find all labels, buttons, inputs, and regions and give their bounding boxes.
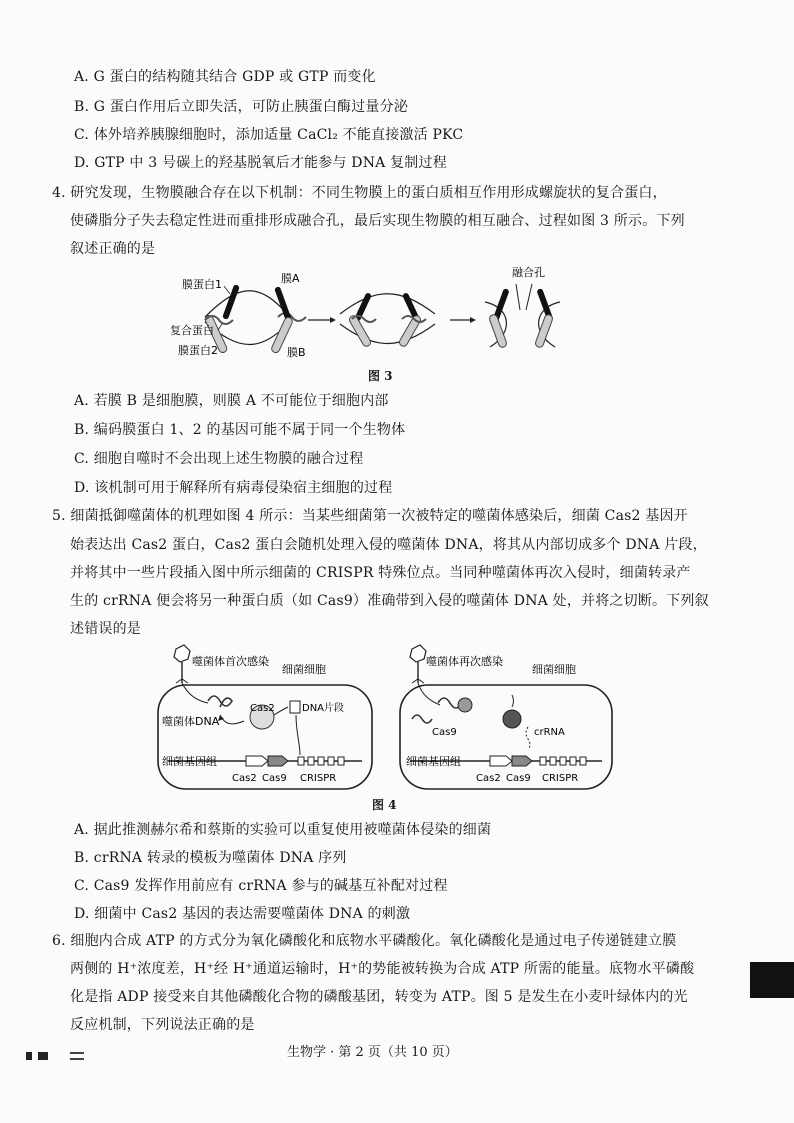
q4-stem-line-2: 使磷脂分子失去稳定性进而重排形成融合孔，最后实现生物膜的相互融合、过程如图 3 所示。下列 (70, 213, 685, 229)
label-bacterial-cell-right: 细菌细胞 (532, 663, 576, 676)
q6-stem-line-1: 6. 细胞内合成 ATP 的方式分为氧化磷酸化和底物水平磷酸化。氧化磷酸化是通过电子传递链建立膜 (52, 933, 677, 949)
q5-option-a: A. 据此推测赫尔希和蔡斯的实验可以重复使用被噬菌体侵染的细菌 (74, 822, 492, 838)
label-complex-protein: 复合蛋白 (170, 324, 214, 337)
label-crispr-left: CRISPR (300, 773, 337, 784)
label-first-infection: 噬菌体首次感染 (192, 655, 269, 668)
q5-option-c: C. Cas9 发挥作用前应有 crRNA 参与的碱基互补配对过程 (74, 878, 448, 894)
label-phage-dna: 噬菌体DNA (162, 715, 220, 728)
label-cas9-gene-left: Cas9 (262, 773, 287, 784)
q4-option-c: C. 细胞自噬时不会出现上述生物膜的融合过程 (74, 451, 364, 467)
q5-option-d: D. 细菌中 Cas2 基因的表达需要噬菌体 DNA 的刺激 (74, 906, 411, 922)
q3-option-d: D. GTP 中 3 号碳上的羟基脱氧后才能参与 DNA 复制过程 (74, 155, 447, 171)
label-cas9-gene-right: Cas9 (506, 773, 531, 784)
figure-3-caption: 图 3 (368, 369, 393, 383)
figure-4-caption: 图 4 (372, 798, 397, 812)
footer-print-marks (26, 1050, 86, 1062)
label-membrane-protein-2: 膜蛋白2 (178, 344, 218, 357)
q5-stem-line-5: 述错误的是 (70, 621, 141, 637)
fusion-stage-2 (340, 292, 435, 348)
second-infection-panel (400, 645, 612, 789)
label-cas9-protein: Cas9 (432, 727, 457, 738)
label-cas2-gene-left: Cas2 (232, 773, 257, 784)
label-cas2-gene-right: Cas2 (476, 773, 501, 784)
label-membrane-b: 膜B (287, 346, 306, 359)
q4-stem-line-3: 叙述正确的是 (70, 241, 156, 257)
q5-option-b: B. crRNA 转录的模板为噬菌体 DNA 序列 (74, 850, 347, 866)
label-genome-left: 细菌基因组 (162, 755, 217, 768)
figure-4-crispr (150, 643, 630, 793)
label-crrna: crRNA (534, 727, 565, 738)
q4-option-b: B. 编码膜蛋白 1、2 的基因可能不属于同一个生物体 (74, 422, 406, 438)
q5-stem-line-4: 生的 crRNA 便会将另一种蛋白质（如 Cas9）准确带到入侵的噬菌体 DNA 处，并将之切断。下列叙 (70, 593, 709, 609)
label-genome-right: 细菌基因组 (406, 755, 461, 768)
label-cas2-protein: Cas2 (250, 703, 275, 714)
label-dna-fragment: DNA片段 (302, 703, 345, 714)
q3-option-c: C. 体外培养胰腺细胞时，添加适量 CaCl₂ 不能直接激活 PKC (74, 127, 464, 143)
q4-stem-line-1: 4. 研究发现，生物膜融合存在以下机制：不同生物膜上的蛋白质相互作用形成螺旋状的复合蛋白， (52, 185, 667, 201)
q3-option-a: A. G 蛋白的结构随其结合 GDP 或 GTP 而变化 (74, 69, 376, 85)
q6-stem-line-4: 反应机制，下列说法正确的是 (70, 1017, 255, 1033)
q3-option-b: B. G 蛋白作用后立即失活，可防止胰蛋白酶过量分泌 (74, 99, 409, 115)
label-crispr-right: CRISPR (542, 773, 579, 784)
label-bacterial-cell-left: 细菌细胞 (282, 663, 326, 676)
page-footer: 生物学 · 第 2 页（共 10 页） (287, 1045, 458, 1060)
q5-stem-line-1: 5. 细菌抵御噬菌体的机理如图 4 所示：当某些细菌第一次被特定的噬菌体感染后，细菌 Cas2 基因开 (52, 508, 688, 524)
q4-option-a: A. 若膜 B 是细胞膜，则膜 A 不可能位于细胞内部 (74, 393, 389, 409)
q6-stem-line-3: 化是指 ADP 接受来自其他磷酸化合物的磷酸基团，转变为 ATP。图 5 是发生在小麦叶绿体内的光 (70, 989, 688, 1005)
label-second-infection: 噬菌体再次感染 (426, 655, 503, 668)
q6-stem-line-2: 两侧的 H⁺浓度差，H⁺经 H⁺通道运输时，H⁺的势能被转换为合成 ATP 所需的能量。底物水平磷酸 (70, 961, 695, 977)
label-fusion-pore: 融合孔 (512, 266, 545, 279)
label-membrane-a: 膜A (281, 272, 300, 285)
figure-3-membrane-fusion (160, 262, 600, 366)
first-infection-panel (158, 645, 372, 789)
fusion-stage-3 (485, 284, 560, 348)
fusion-stage-1 (204, 284, 306, 354)
q4-option-d: D. 该机制可用于解释所有病毒侵染宿主细胞的过程 (74, 480, 393, 496)
page-edge-marker (750, 962, 794, 998)
q5-stem-line-2: 始表达出 Cas2 蛋白，Cas2 蛋白会随机处理入侵的噬菌体 DNA，将其从内部切成多个 DNA 片段， (70, 537, 707, 553)
label-membrane-protein-1: 膜蛋白1 (182, 278, 222, 291)
q5-stem-line-3: 并将其中一些片段插入图中所示细菌的 CRISPR 特殊位点。当同种噬菌体再次入侵时，细菌转录产 (70, 565, 691, 581)
